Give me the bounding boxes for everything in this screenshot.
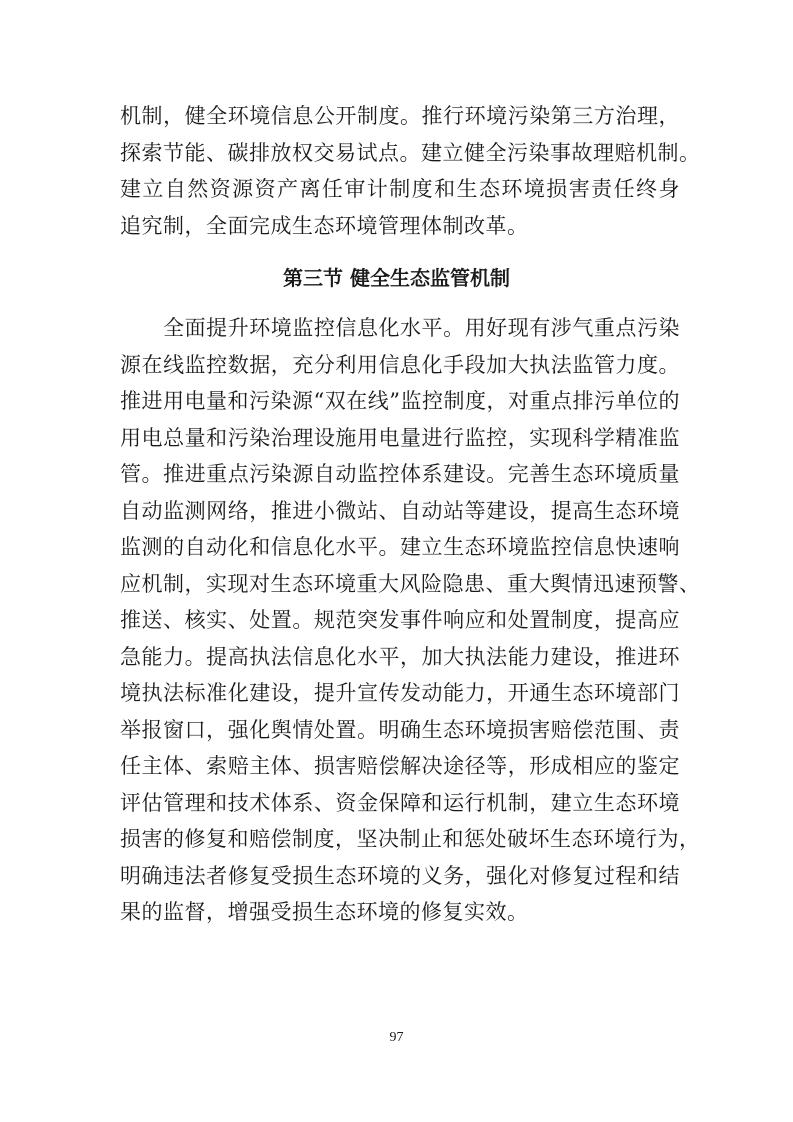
text-line: 任主体、索赔主体、损害赔偿解决途径等，形成相应的鉴定 <box>120 754 680 778</box>
text-line: 探索节能、碳排放权交易试点。建立健全污染事故理赔机制。 <box>120 140 701 165</box>
text-line: 建立自然资源资产离任审计制度和生态环境损害责任终身 <box>120 177 680 201</box>
text-line: 损害的修复和赔偿制度，坚决制止和惩处破坏生态环境行为， <box>120 827 701 851</box>
text-line: 用电总量和污染治理设施用电量进行监控，实现科学精准监 <box>120 425 680 450</box>
text-line: 管。推进重点污染源自动监控体系建设。完善生态环境质量 <box>120 462 680 486</box>
text-line: 全面提升环境监控信息化水平。用好现有涉气重点污染 <box>120 316 680 340</box>
text-line: 境执法标准化建设，提升宣传发动能力，开通生态环境部门 <box>120 681 680 705</box>
intro-paragraph <box>120 98 701 244</box>
section-heading: 第三节 健全生态监管机制 <box>283 266 510 290</box>
text-line: 推送、核实、处置。规范突发事件响应和处置制度，提高应 <box>120 608 680 632</box>
page-number: 97 <box>389 1030 404 1045</box>
text-line: 追究制，全面完成生态环境管理体制改革。 <box>120 213 529 238</box>
text-line: 明确违法者修复受损生态环境的义务，强化对修复过程和结 <box>120 863 680 888</box>
text-line: 果的监督，增强受损生态环境的修复实效。 <box>120 900 529 924</box>
text-line: 推进用电量和污染源“双在线”监控制度，对重点排污单位的 <box>120 389 680 413</box>
text-line: 评估管理和技术体系、资金保障和运行机制，建立生态环境 <box>120 790 680 815</box>
text-line: 机制，健全环境信息公开制度。推行环境污染第三方治理， <box>120 104 680 128</box>
body-paragraph <box>120 310 701 931</box>
text-line: 举报窗口，强化舆情处置。明确生态环境损害赔偿范围、责 <box>120 717 680 742</box>
text-line: 监测的自动化和信息化水平。建立生态环境监控信息快速响 <box>120 535 680 559</box>
text-line: 急能力。提高执法信息化水平，加大执法能力建设，推进环 <box>120 644 680 669</box>
text-line: 源在线监控数据，充分利用信息化手段加大执法监管力度。 <box>120 352 680 377</box>
text-line: 应机制，实现对生态环境重大风险隐患、重大舆情迅速预警、 <box>120 571 701 596</box>
text-line: 自动监测网络，推进小微站、自动站等建设，提高生态环境 <box>120 498 680 523</box>
